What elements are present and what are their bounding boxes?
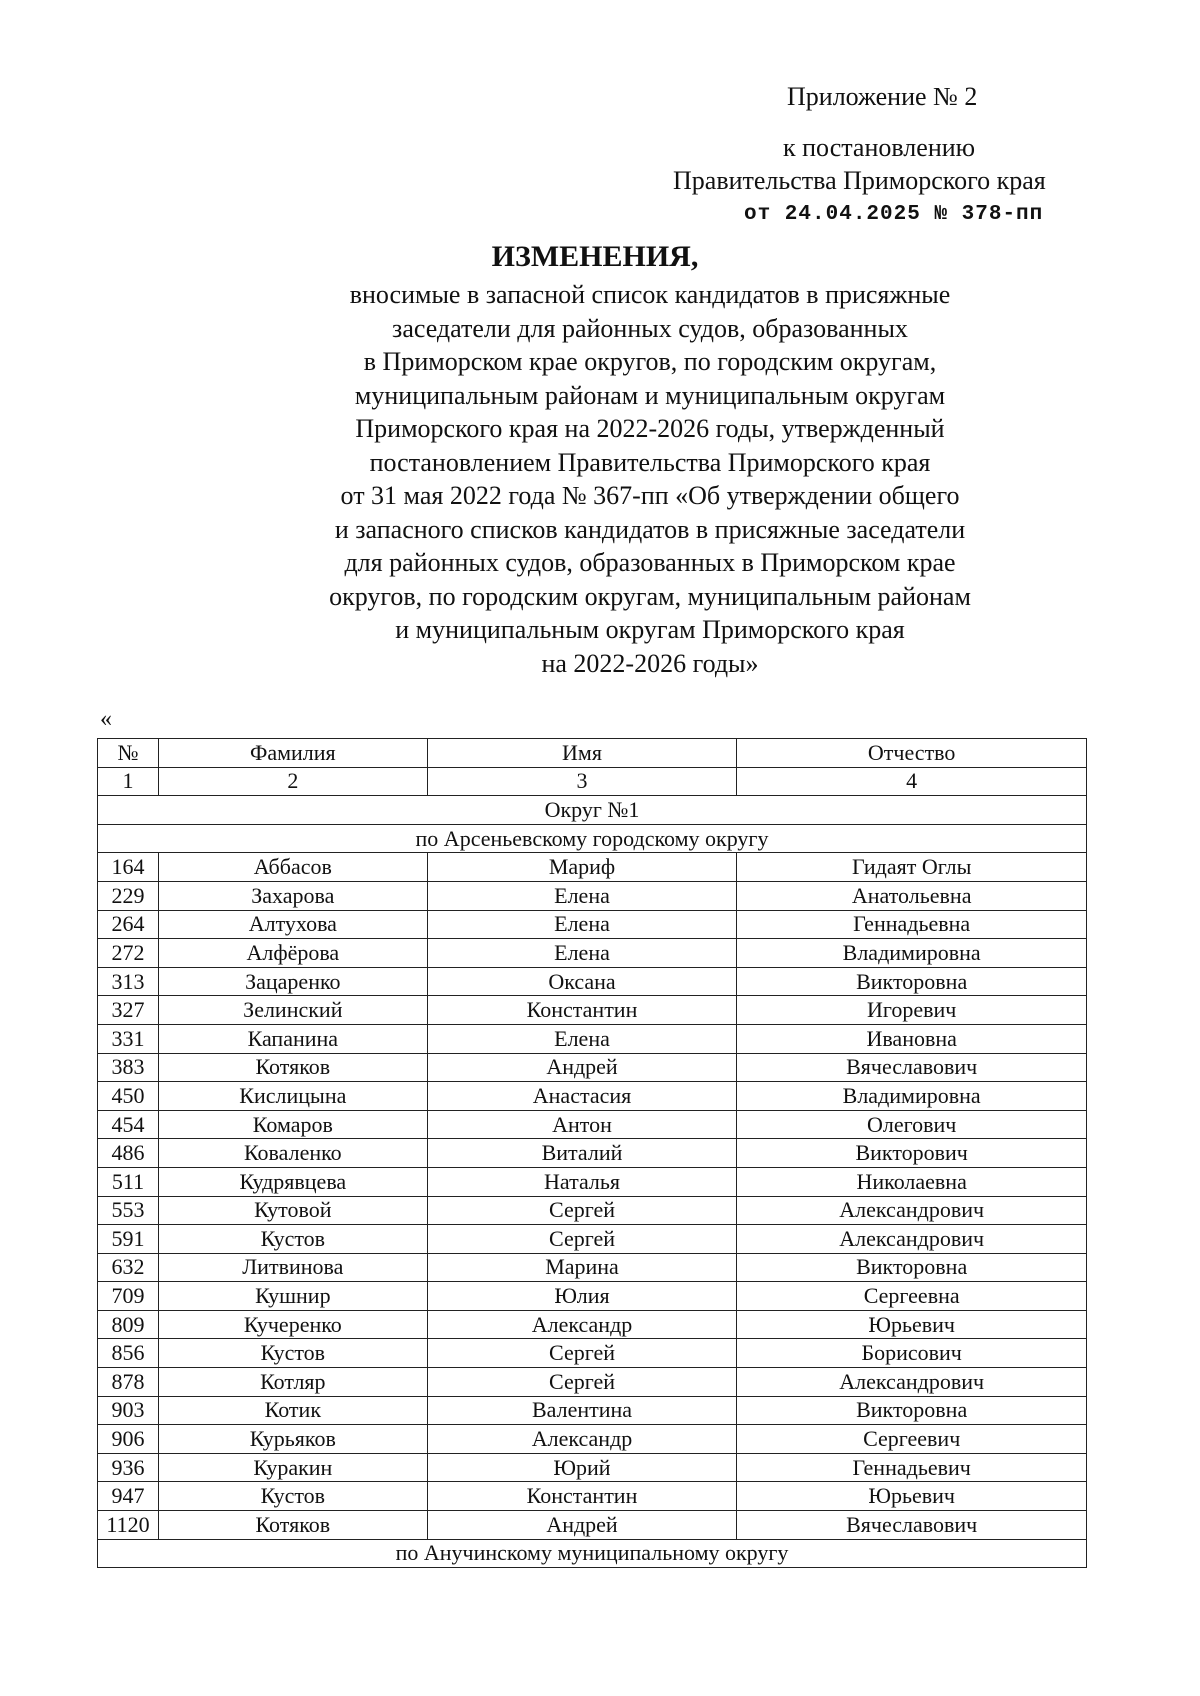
patronymic: Александрович bbox=[737, 1196, 1087, 1225]
last-name: Капанина bbox=[158, 1024, 427, 1053]
row-number: 709 bbox=[98, 1282, 159, 1311]
column-number-row bbox=[98, 767, 1087, 796]
patronymic: Викторович bbox=[737, 1139, 1087, 1168]
row-number: 809 bbox=[98, 1310, 159, 1339]
patronymic: Вячеславович bbox=[737, 1053, 1087, 1082]
section-row bbox=[98, 1539, 1087, 1568]
header-patronymic: Отчество bbox=[737, 739, 1087, 768]
district-label: Округ №1 bbox=[98, 796, 1087, 825]
last-name: Кучеренко bbox=[158, 1310, 427, 1339]
first-name: Александр bbox=[427, 1310, 737, 1339]
table-row bbox=[98, 1082, 1087, 1111]
subtitle-line: для районных судов, образованных в Приморском крае bbox=[344, 548, 956, 577]
district-row bbox=[98, 796, 1087, 825]
table-row bbox=[98, 1282, 1087, 1311]
subtitle-line: и муниципальным округам Приморского края bbox=[395, 615, 905, 644]
registration-stamp: от 24.04.2025 № 378-пп bbox=[744, 203, 1044, 226]
last-name: Кислицына bbox=[158, 1082, 427, 1111]
first-name: Александр bbox=[427, 1425, 737, 1454]
table-row bbox=[98, 1396, 1087, 1425]
table-row bbox=[98, 853, 1087, 882]
government-name: Правительства Приморского края bbox=[673, 166, 1046, 195]
table-row bbox=[98, 1368, 1087, 1397]
row-number: 591 bbox=[98, 1225, 159, 1254]
subtitle-line: заседатели для районных судов, образованных bbox=[392, 313, 908, 343]
patronymic: Геннадьевич bbox=[737, 1453, 1087, 1482]
row-number: 486 bbox=[98, 1139, 159, 1168]
patronymic: Николаевна bbox=[737, 1167, 1087, 1196]
table-row bbox=[98, 1110, 1087, 1139]
row-number: 936 bbox=[98, 1453, 159, 1482]
last-name: Зелинский bbox=[158, 996, 427, 1025]
last-name: Кустов bbox=[158, 1339, 427, 1368]
subtitle-line: округов, по городским округам, муниципальным районам bbox=[329, 581, 971, 611]
last-name: Алтухова bbox=[158, 910, 427, 939]
table-row bbox=[98, 1339, 1087, 1368]
row-number: 450 bbox=[98, 1082, 159, 1111]
row-number: 454 bbox=[98, 1110, 159, 1139]
patronymic: Ивановна bbox=[737, 1024, 1087, 1053]
patronymic: Геннадьевна bbox=[737, 910, 1087, 939]
first-name: Андрей bbox=[427, 1511, 737, 1540]
last-name: Захарова bbox=[158, 881, 427, 910]
last-name: Кустов bbox=[158, 1482, 427, 1511]
first-name: Сергей bbox=[427, 1339, 737, 1368]
first-name: Сергей bbox=[427, 1196, 737, 1225]
first-name: Оксана bbox=[427, 967, 737, 996]
header-last-name: Фамилия bbox=[158, 739, 427, 768]
first-name: Марина bbox=[427, 1253, 737, 1282]
last-name: Котяков bbox=[158, 1053, 427, 1082]
last-name: Курьяков bbox=[158, 1425, 427, 1454]
row-number: 906 bbox=[98, 1425, 159, 1454]
row-number: 903 bbox=[98, 1396, 159, 1425]
table-row bbox=[98, 1511, 1087, 1540]
table-row bbox=[98, 1225, 1087, 1254]
column-number: 4 bbox=[737, 767, 1087, 796]
patronymic: Александрович bbox=[737, 1368, 1087, 1397]
table-row bbox=[98, 1482, 1087, 1511]
row-number: 878 bbox=[98, 1368, 159, 1397]
table-row bbox=[98, 1053, 1087, 1082]
last-name: Котик bbox=[158, 1396, 427, 1425]
table-row bbox=[98, 1167, 1087, 1196]
row-number: 164 bbox=[98, 853, 159, 882]
row-number: 331 bbox=[98, 1024, 159, 1053]
patronymic: Сергеевич bbox=[737, 1425, 1087, 1454]
patronymic: Вячеславович bbox=[737, 1511, 1087, 1540]
row-number: 1120 bbox=[98, 1511, 159, 1540]
first-name: Виталий bbox=[427, 1139, 737, 1168]
last-name: Кудрявцева bbox=[158, 1167, 427, 1196]
last-name: Комаров bbox=[158, 1110, 427, 1139]
last-name: Куракин bbox=[158, 1453, 427, 1482]
table-row bbox=[98, 967, 1087, 996]
table-row bbox=[98, 1196, 1087, 1225]
patronymic: Юрьевич bbox=[737, 1310, 1087, 1339]
row-number: 272 bbox=[98, 939, 159, 968]
first-name: Валентина bbox=[427, 1396, 737, 1425]
row-number: 327 bbox=[98, 996, 159, 1025]
patronymic: Владимировна bbox=[737, 1082, 1087, 1111]
last-name: Алфёрова bbox=[158, 939, 427, 968]
first-name: Сергей bbox=[427, 1368, 737, 1397]
last-name: Коваленко bbox=[158, 1139, 427, 1168]
first-name: Елена bbox=[427, 939, 737, 968]
table-row bbox=[98, 910, 1087, 939]
patronymic: Гидаят Оглы bbox=[737, 853, 1087, 882]
first-name: Елена bbox=[427, 881, 737, 910]
patronymic: Александрович bbox=[737, 1225, 1087, 1254]
first-name: Константин bbox=[427, 996, 737, 1025]
table-row bbox=[98, 1024, 1087, 1053]
row-number: 632 bbox=[98, 1253, 159, 1282]
opening-quote: « bbox=[100, 706, 112, 732]
column-number: 1 bbox=[98, 767, 159, 796]
row-number: 511 bbox=[98, 1167, 159, 1196]
table-row bbox=[98, 996, 1087, 1025]
header-number: № bbox=[98, 739, 159, 768]
row-number: 856 bbox=[98, 1339, 159, 1368]
header-first-name: Имя bbox=[427, 739, 737, 768]
subtitle-line: на 2022-2026 годы» bbox=[541, 648, 759, 678]
section-label: по Анучинскому муниципальному округу bbox=[98, 1539, 1087, 1568]
last-name: Литвинова bbox=[158, 1253, 427, 1282]
last-name: Котяков bbox=[158, 1511, 427, 1540]
subtitle-line: и запасного списков кандидатов в присяжные заседатели bbox=[334, 514, 966, 544]
patronymic: Юрьевич bbox=[737, 1482, 1087, 1511]
patronymic: Борисович bbox=[737, 1339, 1087, 1368]
last-name: Аббасов bbox=[158, 853, 427, 882]
patronymic: Сергеевна bbox=[737, 1282, 1087, 1311]
first-name: Антон bbox=[427, 1110, 737, 1139]
first-name: Елена bbox=[427, 910, 737, 939]
table-row bbox=[98, 1139, 1087, 1168]
subtitle-line: муниципальным районам и муниципальным округам bbox=[354, 380, 946, 410]
patronymic: Викторовна bbox=[737, 967, 1087, 996]
last-name: Кустов bbox=[158, 1225, 427, 1254]
row-number: 264 bbox=[98, 910, 159, 939]
patronymic: Анатольевна bbox=[737, 881, 1087, 910]
first-name: Сергей bbox=[427, 1225, 737, 1254]
first-name: Константин bbox=[427, 1482, 737, 1511]
first-name: Наталья bbox=[427, 1167, 737, 1196]
table-row bbox=[98, 1453, 1087, 1482]
last-name: Котляр bbox=[158, 1368, 427, 1397]
resolution-ref: к постановлению bbox=[783, 133, 976, 162]
subtitle-line: вносимые в запасной список кандидатов в присяжные bbox=[349, 280, 951, 309]
patronymic: Викторовна bbox=[737, 1396, 1087, 1425]
document-title: ИЗМЕНЕНИЯ, bbox=[491, 240, 699, 273]
last-name: Кутовой bbox=[158, 1196, 427, 1225]
first-name: Елена bbox=[427, 1024, 737, 1053]
first-name: Юлия bbox=[427, 1282, 737, 1311]
patronymic: Игоревич bbox=[737, 996, 1087, 1025]
candidates-table bbox=[97, 738, 1087, 1568]
table-row bbox=[98, 881, 1087, 910]
table-row bbox=[98, 1310, 1087, 1339]
row-number: 313 bbox=[98, 967, 159, 996]
appendix-number: Приложение № 2 bbox=[787, 82, 978, 111]
first-name: Андрей bbox=[427, 1053, 737, 1082]
column-number: 3 bbox=[427, 767, 737, 796]
row-number: 947 bbox=[98, 1482, 159, 1511]
first-name: Мариф bbox=[427, 853, 737, 882]
last-name: Зацаренко bbox=[158, 967, 427, 996]
section-row bbox=[98, 824, 1087, 853]
table-row bbox=[98, 1253, 1087, 1282]
column-number: 2 bbox=[158, 767, 427, 796]
section-label: по Арсеньевскому городскому округу bbox=[98, 824, 1087, 853]
row-number: 229 bbox=[98, 881, 159, 910]
last-name: Кушнир bbox=[158, 1282, 427, 1311]
table-header-row bbox=[98, 739, 1087, 768]
subtitle-line: постановлением Правительства Приморского края bbox=[369, 447, 931, 477]
first-name: Юрий bbox=[427, 1453, 737, 1482]
document-subtitle bbox=[190, 278, 1110, 680]
patronymic: Викторовна bbox=[737, 1253, 1087, 1282]
table-row bbox=[98, 939, 1087, 968]
subtitle-line: Приморского края на 2022-2026 годы, утвержденный bbox=[355, 414, 945, 443]
row-number: 383 bbox=[98, 1053, 159, 1082]
row-number: 553 bbox=[98, 1196, 159, 1225]
table-row bbox=[98, 1425, 1087, 1454]
patronymic: Владимировна bbox=[737, 939, 1087, 968]
subtitle-line: от 31 мая 2022 года № 367-пп «Об утверждении общего bbox=[340, 481, 960, 510]
patronymic: Олегович bbox=[737, 1110, 1087, 1139]
first-name: Анастасия bbox=[427, 1082, 737, 1111]
subtitle-line: в Приморском крае округов, по городским округам, bbox=[363, 347, 937, 376]
